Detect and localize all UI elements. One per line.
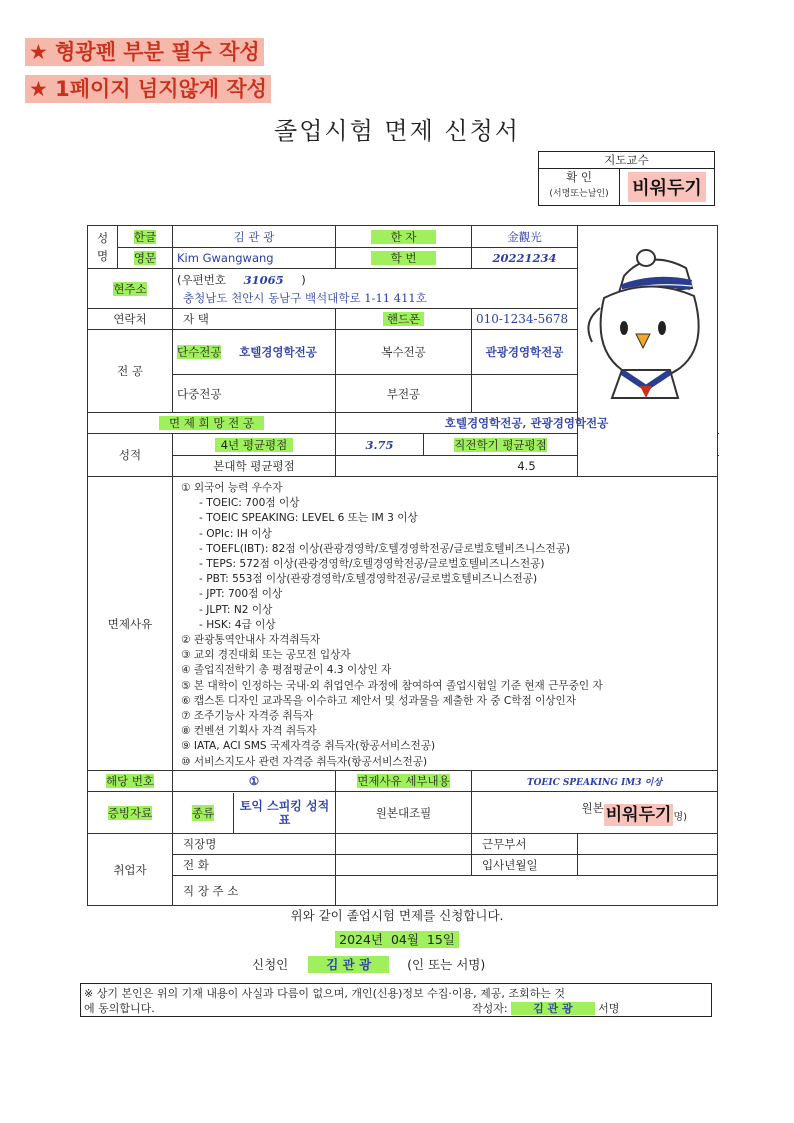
reason-item: - PBT: 553점 이상(관광경영학/호텔경영학전공/글로벌호텔비즈니스전공) (199, 573, 538, 586)
original-verified-label: 원본대조필 (336, 792, 472, 834)
hangul-name-value[interactable]: 김 관 광 (173, 226, 336, 248)
writer-label: 작성자: (472, 1002, 508, 1015)
postal-code-label: (우편번호 (177, 272, 226, 287)
minor-value[interactable] (472, 375, 578, 413)
application-form (87, 225, 718, 906)
advisor-confirm-label: 확 인 (566, 170, 592, 184)
four-year-gpa-value[interactable]: 3.75 (336, 434, 424, 456)
reason-item: ⑦ 조주기능사 자격증 취득자 (181, 710, 314, 723)
reason-item: ⑧ 컨벤션 기획사 자격 취득자 (181, 725, 317, 738)
reason-item: ⑥ 캡스톤 디자인 교과목을 이수하고 제안서 및 성과물을 제출한 자 중 C학점 이상인자 (181, 694, 577, 707)
reasons-list (173, 477, 718, 771)
single-major-label: 단수전공 (177, 345, 222, 359)
hanja-name-value[interactable]: 金觀光 (472, 226, 578, 248)
original-verified-sign[interactable] (472, 792, 718, 834)
note-one-page: ★ 1페이지 넘지않게 작성 (25, 75, 271, 103)
original-suffix: 명) (673, 812, 688, 823)
double-major-label: 복수전공 (336, 330, 472, 375)
address-cell[interactable] (173, 269, 578, 309)
reason-item: ② 관광통역안내사 자격취득자 (181, 634, 321, 647)
postal-code-close: ) (301, 272, 306, 287)
department-value[interactable] (578, 834, 718, 855)
reason-detail-value[interactable]: TOEIC SPEAKING IM3 이상 (472, 771, 718, 792)
advisor-header: 지도교수 (539, 152, 714, 169)
hanja-label: 한 자 (371, 230, 437, 244)
exempt-major-label: 면 제 희 망 전 공 (159, 416, 264, 430)
student-id-value[interactable]: 20221234 (472, 248, 578, 269)
company-name-value[interactable] (336, 834, 472, 855)
mobile-value[interactable]: 010-1234-5678 (472, 309, 578, 330)
advisor-sign-hint: (서명또는날인) (549, 189, 609, 199)
company-name-label: 직장명 (173, 834, 336, 855)
address-value: 충청남도 천안시 동남구 백석대학로 1-11 411호 (183, 290, 427, 305)
page-title: 졸업시험 면제 신청서 (274, 117, 520, 145)
consent-text-line2: 에 동의합니다. (84, 1002, 155, 1015)
reason-item: - TOEIC: 700점 이상 (199, 497, 300, 510)
four-year-gpa-label: 4년 평균평점 (215, 438, 294, 452)
reason-item: ⑩ 서비스지도사 관련 자격증 취득자(항공서비스전공) (181, 755, 428, 768)
department-label: 근무부서 (472, 834, 578, 855)
consent-box (80, 983, 712, 1017)
reason-item: - OPIc: IH 이상 (199, 527, 272, 540)
evidence-type-value[interactable]: 토익 스피킹 성적표 (239, 798, 330, 827)
reason-item: - TOEFL(IBT): 82점 이상(관광경영학/호텔경영학전공/글로벌호텔비즈니스전공) (199, 542, 571, 555)
writer-name[interactable]: 김 관 광 (511, 1002, 595, 1015)
english-label: 영문 (133, 251, 157, 265)
join-date-label: 입사년월일 (472, 855, 578, 876)
reason-item: - HSK: 4급 이상 (199, 618, 276, 631)
applicable-number-value[interactable]: ① (173, 771, 336, 792)
postal-code-value: 31065 (243, 272, 284, 287)
home-phone-label: 자 택 (173, 309, 336, 330)
grades-label: 성적 (88, 434, 173, 477)
single-major-value[interactable]: 호텔경영학전공 (239, 345, 317, 359)
student-id-label: 학 번 (371, 251, 437, 265)
reason-item: - TOEIC SPEAKING: LEVEL 6 또는 IM 3 이상 (199, 512, 418, 525)
advisor-signature-blank: 비워두기 (628, 172, 706, 202)
applicant-name[interactable]: 김 관 광 (308, 956, 389, 973)
advisor-box (538, 151, 715, 206)
reason-item: ① 외국어 능력 우수자 (181, 482, 283, 494)
applicant-label: 신청인 (252, 957, 289, 972)
consent-text-line1: ※ 상기 본인은 위의 기재 내용이 사실과 다름이 없으며, 개인(신용)정보 수집·이용, 제공, 조회하는 것 (84, 987, 566, 1000)
applicant-sign-hint: (인 또는 서명) (407, 957, 486, 972)
evidence-type-label: 종류 (191, 805, 215, 820)
reason-item: ④ 졸업직전학기 총 평점평균이 4.3 이상인 자 (181, 664, 392, 677)
mobile-label: 핸드폰 (383, 312, 424, 326)
school-gpa-value[interactable]: 4.5 (336, 456, 718, 477)
english-name-value[interactable]: Kim Gwangwang (173, 248, 336, 269)
evidence-label: 증빙자료 (107, 805, 153, 820)
company-address-label: 직 장 주 소 (173, 876, 336, 906)
note-highlight-required: ★ 형광펜 부분 필수 작성 (25, 38, 264, 66)
employment-label: 취업자 (88, 834, 173, 906)
original-prefix: 원본 (581, 801, 604, 815)
contact-label: 연락처 (88, 309, 173, 330)
reason-item: - JLPT: N2 이상 (199, 603, 273, 616)
address-label: 현주소 (113, 281, 147, 296)
reason-item: ⑤ 본 대학이 인정하는 국내·외 취업연수 과정에 참여하여 졸업시험일 기준 현재 근무중인 자 (181, 679, 603, 692)
writer-sign-label: 서명 (598, 1002, 620, 1015)
reason-item: ⑨ IATA, ACI SMS 국제자격증 취득자(항공서비스전공) (181, 740, 436, 753)
double-major-value[interactable]: 관광경영학전공 (472, 330, 578, 375)
reason-detail-label: 면제사유 세부내용 (357, 774, 450, 788)
company-phone-value[interactable] (336, 855, 472, 876)
reason-item: - TEPS: 572점 이상(관광경영학/호텔경영학전공/글로벌호텔비즈니스전공) (199, 558, 545, 571)
company-address-value[interactable] (336, 876, 718, 906)
major-label: 전 공 (88, 330, 173, 413)
join-date-value[interactable] (578, 855, 718, 876)
last-semester-gpa-label: 직전학기 평균평점 (454, 437, 547, 452)
reason-item: - JPT: 700점 이상 (199, 588, 283, 601)
minor-label: 부전공 (336, 375, 472, 413)
original-sign-blank: 비워두기 (605, 805, 672, 825)
closing-statement: 위와 같이 졸업시험 면제를 신청합니다. (290, 908, 504, 923)
reasons-label: 면제사유 (88, 477, 173, 771)
company-phone-label: 전 화 (173, 855, 336, 876)
reason-item: ③ 교외 경진대회 또는 공모전 입상자 (181, 649, 351, 662)
multiple-major-label: 다중전공 (173, 375, 336, 413)
school-gpa-label: 본대학 평균평점 (173, 456, 336, 477)
name-group-label: 성 명 (88, 226, 118, 269)
hangul-label: 한글 (133, 229, 157, 244)
exempt-major-value[interactable]: 호텔경영학전공, 관광경영학전공 (336, 413, 718, 434)
application-date[interactable]: 2024년 04월 15일 (335, 931, 459, 948)
applicable-number-label: 해당 번호 (105, 774, 155, 788)
